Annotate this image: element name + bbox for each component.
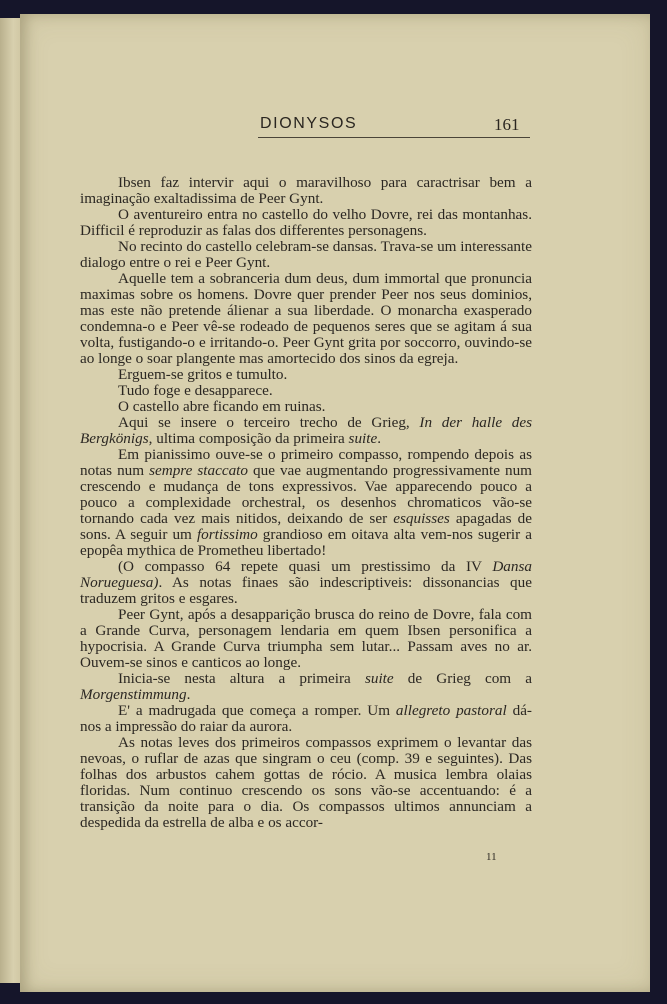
paragraph-pianissimo xyxy=(80,447,532,559)
paragraph: Tudo foge e desapparece. xyxy=(118,382,273,399)
italic-term: sempre staccato xyxy=(149,462,248,479)
text-run: grandioso em oitava alta vem-nos sugerir a epopêa mythica de Prometheu libertado! xyxy=(80,526,532,559)
text-run: Inicia-se nesta altura a primeira xyxy=(118,670,365,687)
body-text xyxy=(80,175,532,831)
running-title: DIONYSOS xyxy=(260,115,358,132)
italic-term: allegreto pastoral xyxy=(395,702,507,719)
paragraph: No recinto do castello celebram-se dansas. Trava-se um interessante dialogo entre o rei e Peer Gynt. xyxy=(80,238,532,271)
page-number: 161 xyxy=(494,115,520,134)
paragraph: O castello abre ficando em ruinas. xyxy=(118,398,326,415)
paragraph-compasso xyxy=(80,559,532,607)
italic-title: Dansa Norueguesa) xyxy=(80,558,532,591)
text-run: . xyxy=(377,430,382,447)
text-run: , ultima composição da primeira xyxy=(148,430,349,447)
text-run: (O compasso 64 repete quasi um prestissimo da IV xyxy=(118,558,493,575)
italic-term: esquisses xyxy=(393,510,450,527)
paragraph: As notas leves dos primeiros compassos exprimem o levantar das nevoas, o ruflar de azas que singram o ceu (comp. 39 e seguintes). Das folhas dos arbustos cahem gottas de rócio. A musica lembra olaias floridas. Num continuo crescendo os sons vão-se accentuando: é a transição da noite para o dia. Os compassos ultimos annunciam a despedida da estrella de alba e os accor- xyxy=(80,734,532,831)
text-run: apagadas de sons. A seguir um xyxy=(80,510,532,543)
text-run: Aqui se insere o terceiro trecho de Grieg, xyxy=(118,414,420,431)
paragraph: Erguem-se gritos e tumulto. xyxy=(118,366,288,383)
paragraph-grieg xyxy=(80,415,532,447)
italic-term: fortissimo xyxy=(196,526,258,543)
text-run: dá-nos a impressão do raiar da aurora. xyxy=(80,702,532,735)
paragraph-madrugada xyxy=(80,703,532,735)
header-rule xyxy=(258,137,530,138)
paragraph: O aventureiro entra no castello do velho Dovre, rei das montanhas. Difficil é reproduzir as falas dos differentes personagens. xyxy=(80,206,532,239)
paragraph: Ibsen faz intervir aqui o maravilhoso para caractrisar bem a imaginação exaltadissima de Peer Gynt. xyxy=(80,174,532,207)
text-run: que vae augmentando progressivamente num crescendo e mudança de tons expressivos. Vae apparecendo pouco a pouco a complexidade orchestral, os desenhos chromaticos vão-se tornando cada vez mais nitidos, deixando de ser xyxy=(80,462,532,527)
text-run: . xyxy=(186,686,191,703)
italic-title: In der halle des Bergkönigs xyxy=(80,414,532,447)
signature-mark: 11 xyxy=(486,851,497,863)
text-run: E' a madrugada que começa a romper. Um xyxy=(118,702,396,719)
paragraph-inicia xyxy=(80,671,532,703)
paragraph: Aquelle tem a sobranceria dum deus, dum immortal que pronuncia maximas sobre os homens. Dovre quer prender Peer nos seus dominios, mas este não pretende álienar a sua liberdade. O monarcha exasperado condemna-o e Peer vê-se rodeado de pequenos seres que se agitam á sua volta, fustigando-o e irritando-o. Peer Gynt grita por soccorro, ouvindo-se ao longe o soar plangente mas amortecido dos sinos da egreja. xyxy=(80,270,532,367)
italic-term: suite xyxy=(364,670,394,687)
running-head xyxy=(0,115,667,139)
text-run: Em pianissimo ouve-se o primeiro compasso, rompendo depois as notas num xyxy=(80,446,532,479)
italic-term: suite xyxy=(348,430,378,447)
text-run: de Grieg com a xyxy=(393,670,532,687)
paragraph: Peer Gynt, após a desapparição brusca do reino de Dovre, fala com a Grande Curva, personagem lendaria em quem Ibsen personifica a hypocrisia. A Grande Curva triumpha sem lutar... Passam aves no ar. Ouvem-se sinos e canticos ao longe. xyxy=(80,606,532,671)
text-run: . As notas finaes são indescriptiveis: dissonancias que traduzem gritos e esgares. xyxy=(80,574,532,607)
italic-title: Morgenstimmung xyxy=(80,686,187,703)
